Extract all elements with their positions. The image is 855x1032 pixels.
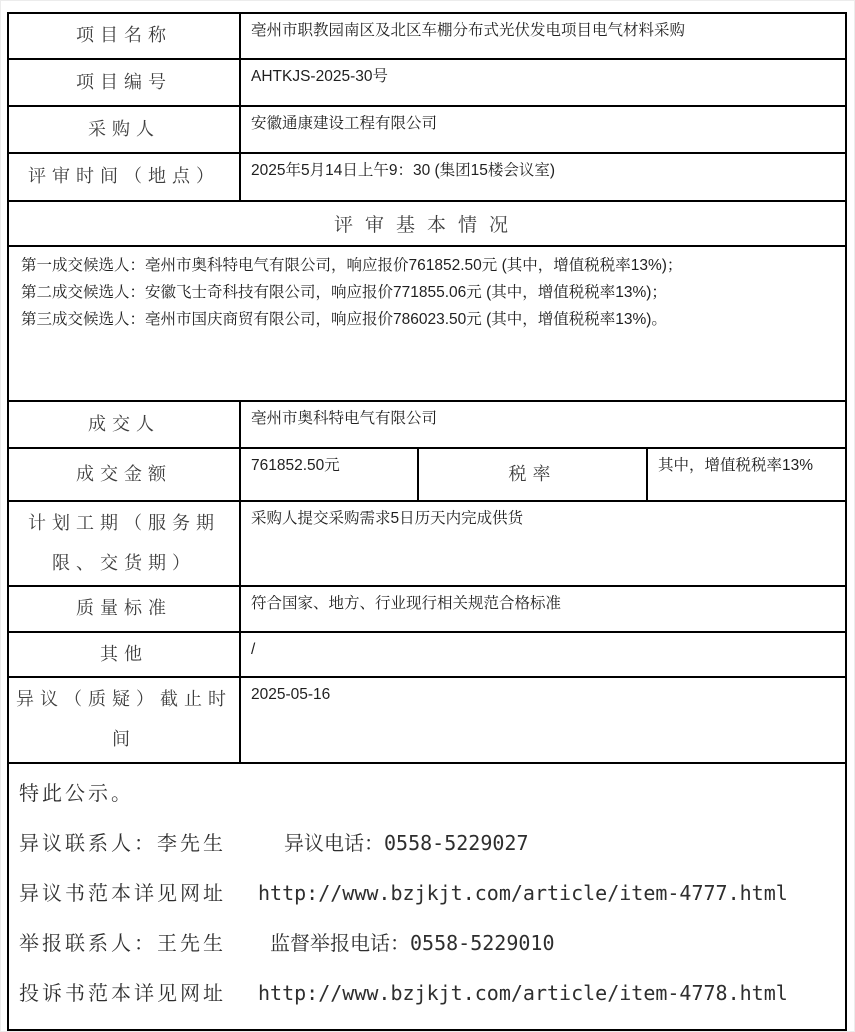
row-other (8, 632, 846, 678)
row-winner (8, 401, 846, 448)
complaint-template-line (19, 979, 835, 1008)
tax-rate-label: 税率 (418, 448, 647, 501)
project-name-value: 亳州市职教园南区及北区车棚分布式光伏发电项目电气材料采购 (240, 13, 846, 59)
other-value: / (240, 632, 846, 678)
review-time-value: 2025年5月14日上午9：30 (集团15楼会议室) (240, 153, 846, 201)
project-number-value: AHTKJS-2025-30号 (240, 59, 846, 106)
report-contact: 举报联系人：王先生 (19, 932, 226, 955)
row-quality (8, 586, 846, 632)
objection-template-line (19, 879, 835, 908)
review-section-title: 评审基本情况 (8, 201, 846, 246)
purchaser-label: 采购人 (8, 106, 240, 153)
row-objection-deadline (8, 677, 846, 762)
row-amount (8, 448, 846, 501)
winner-label: 成交人 (8, 401, 240, 448)
candidates-block (8, 246, 846, 401)
row-review-header (8, 201, 846, 246)
complaint-template-url: http://www.bzjkjt.com/article/item-4778.html (258, 980, 788, 1005)
announcement-table (7, 12, 847, 1031)
review-time-label: 评审时间（地点） (8, 153, 240, 201)
row-footer (8, 763, 846, 1030)
footer-block (8, 763, 846, 1030)
amount-label: 成交金额 (8, 448, 240, 501)
row-candidates (8, 246, 846, 401)
objection-phone: 异议电话：0558-5229027 (284, 830, 529, 855)
amount-value: 761852.50元 (240, 448, 418, 501)
schedule-label: 计划工期（服务期限、交货期） (8, 501, 240, 586)
objection-deadline-label: 异议（质疑）截止时间 (8, 677, 240, 762)
row-review-time (8, 153, 846, 201)
objection-contact-line (19, 829, 835, 858)
schedule-value: 采购人提交采购需求5日历天内完成供货 (240, 501, 846, 586)
objection-deadline-value: 2025-05-16 (240, 677, 846, 762)
winner-value: 亳州市奥科特电气有限公司 (240, 401, 846, 448)
project-name-label: 项目名称 (8, 13, 240, 59)
candidate-line-2: 第二成交候选人：安徽飞士奇科技有限公司，响应报价771855.06元 (其中，增值税税率13%)； (21, 284, 667, 301)
purchaser-value: 安徽通康建设工程有限公司 (240, 106, 846, 153)
objection-template-label: 异议书范本详见网址 (19, 882, 226, 905)
other-label: 其他 (8, 632, 240, 678)
notice-line: 特此公示。 (19, 782, 134, 805)
objection-contact: 异议联系人：李先生 (19, 832, 226, 855)
report-phone: 监督举报电话：0558-5229010 (270, 930, 555, 955)
quality-label: 质量标准 (8, 586, 240, 632)
row-project-number (8, 59, 846, 106)
row-purchaser (8, 106, 846, 153)
complaint-template-label: 投诉书范本详见网址 (19, 982, 226, 1005)
candidate-line-1: 第一成交候选人：亳州市奥科特电气有限公司，响应报价761852.50元 (其中，增值税税率13%)； (21, 257, 683, 274)
row-project-name (8, 13, 846, 59)
objection-template-url: http://www.bzjkjt.com/article/item-4777.html (258, 880, 788, 905)
row-schedule (8, 501, 846, 586)
project-number-label: 项目编号 (8, 59, 240, 106)
report-contact-line (19, 929, 835, 958)
tax-rate-value: 其中，增值税税率13% (647, 448, 846, 501)
candidate-line-3: 第三成交候选人：亳州市国庆商贸有限公司，响应报价786023.50元 (其中，增值税税率13%)。 (21, 311, 667, 328)
quality-value: 符合国家、地方、行业现行相关规范合格标准 (240, 586, 846, 632)
